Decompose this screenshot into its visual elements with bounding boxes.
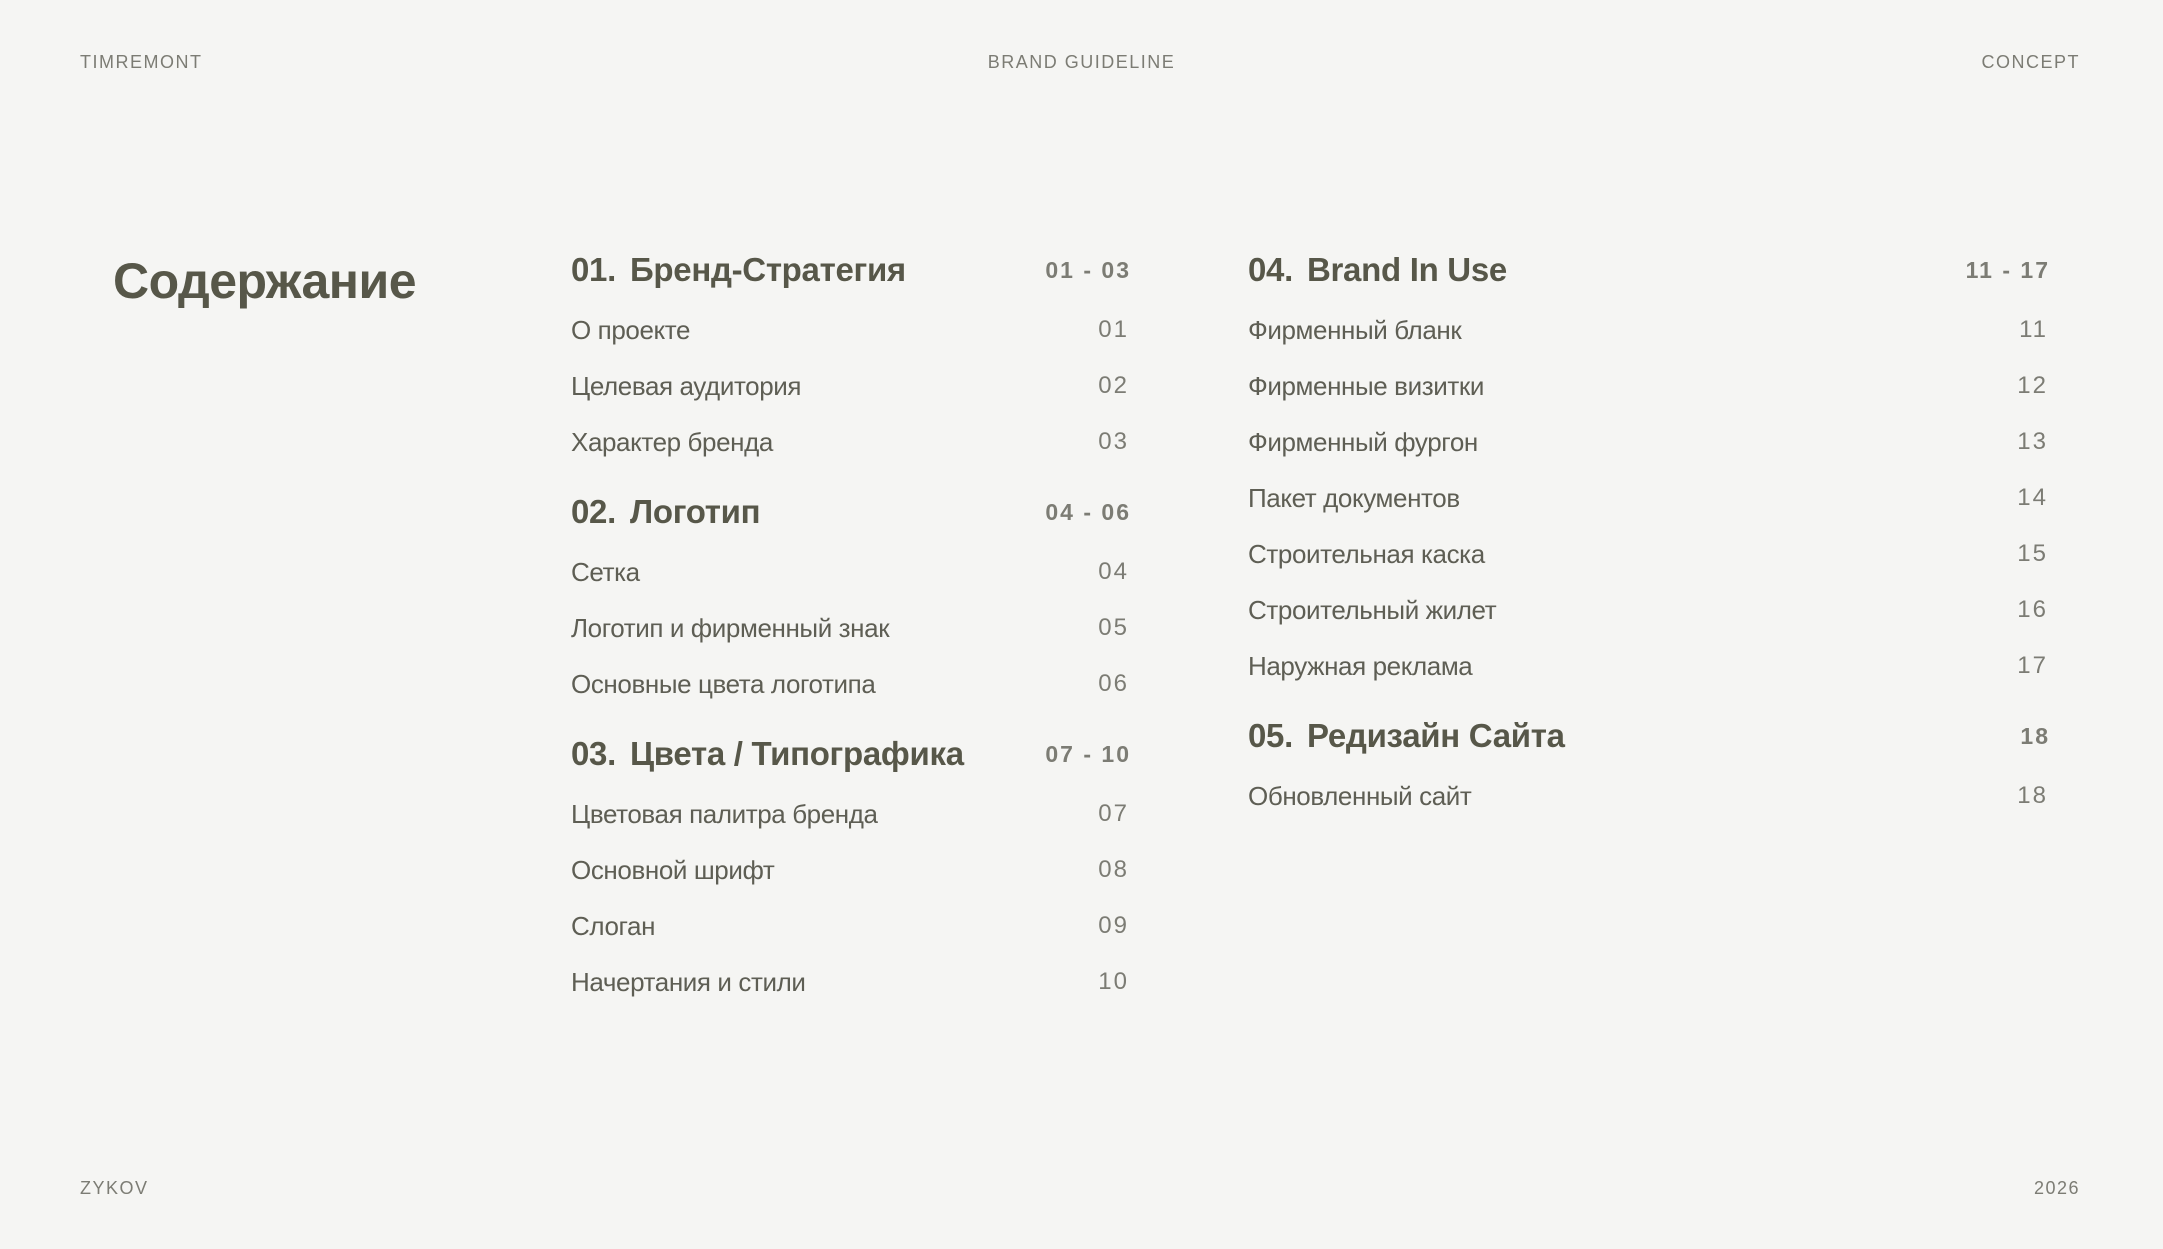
toc-item[interactable] — [1248, 780, 2050, 812]
section-number: 01. — [571, 251, 616, 288]
toc-item[interactable] — [571, 910, 1131, 942]
toc-item[interactable] — [571, 668, 1131, 700]
document-status: CONCEPT — [1981, 52, 2080, 72]
toc-item[interactable] — [1248, 482, 2050, 514]
toc-item-page: 02 — [1098, 372, 1129, 399]
toc-item-label: О проекте — [571, 314, 691, 345]
toc-item-page: 08 — [1098, 856, 1129, 883]
toc-item-label: Обновленный сайт — [1248, 780, 1472, 811]
brand-name: TIMREMONT — [80, 52, 203, 72]
toc-item-page: 09 — [1098, 912, 1129, 939]
toc-item[interactable] — [571, 854, 1131, 886]
toc-item[interactable] — [571, 370, 1131, 402]
toc-item[interactable] — [571, 612, 1131, 644]
toc-item-page: 15 — [2017, 540, 2048, 567]
toc-item-page: 12 — [2017, 372, 2048, 399]
toc-item-page: 18 — [2017, 782, 2048, 809]
toc-section-05[interactable] — [1248, 716, 2050, 756]
toc-item-page: 13 — [2017, 428, 2048, 455]
toc-item-page: 04 — [1098, 558, 1129, 585]
toc-item-label: Наружная реклама — [1248, 650, 1473, 681]
toc-item-label: Начертания и стили — [571, 966, 806, 997]
toc-item-label: Строительная каска — [1248, 538, 1485, 569]
toc-item-page: 14 — [2017, 484, 2048, 511]
section-page-range: 18 — [2020, 722, 2050, 749]
toc-item-page: 05 — [1098, 614, 1129, 641]
toc-section-04[interactable] — [1248, 250, 2050, 290]
toc-item[interactable] — [1248, 650, 2050, 682]
toc-item-label: Цветовая палитра бренда — [571, 798, 878, 829]
section-title: 02. Логотип — [571, 493, 761, 530]
section-page-range: 04 - 06 — [1045, 498, 1131, 525]
toc-item-page: 03 — [1098, 428, 1129, 455]
toc-item-label: Пакет документов — [1248, 482, 1460, 513]
toc-item-page: 06 — [1098, 670, 1129, 697]
toc-item-page: 07 — [1098, 800, 1129, 827]
toc-item[interactable] — [571, 798, 1131, 830]
toc-section-03[interactable] — [571, 734, 1131, 774]
section-number: 05. — [1248, 717, 1293, 754]
section-title: 04. Brand In Use — [1248, 251, 1507, 288]
toc-item[interactable] — [1248, 370, 2050, 402]
toc-item-label: Логотип и фирменный знак — [571, 612, 890, 643]
toc-item-page: 11 — [2019, 316, 2048, 343]
toc-item-label: Характер бренда — [571, 426, 773, 457]
toc-item-label: Фирменный фургон — [1248, 426, 1478, 457]
page-title: Содержание — [113, 253, 417, 309]
toc-item[interactable] — [1248, 314, 2050, 346]
toc-item[interactable] — [571, 966, 1131, 998]
toc-item[interactable] — [571, 426, 1131, 458]
toc-item-label: Фирменный бланк — [1248, 314, 1462, 345]
toc-item-label: Сетка — [571, 556, 640, 587]
toc-item[interactable] — [1248, 426, 2050, 458]
toc-section-01[interactable] — [571, 250, 1131, 290]
section-number: 02. — [571, 493, 616, 530]
toc-item[interactable] — [1248, 594, 2050, 626]
toc-section-02[interactable] — [571, 492, 1131, 532]
section-page-range: 11 - 17 — [1965, 256, 2050, 283]
document-type: BRAND GUIDELINE — [987, 52, 1176, 72]
document-year: 2026 — [2033, 1178, 2080, 1198]
toc-item-page: 10 — [1098, 968, 1129, 995]
section-page-range: 07 - 10 — [1045, 740, 1131, 767]
toc-item[interactable] — [1248, 538, 2050, 570]
toc-item[interactable] — [571, 556, 1131, 588]
section-number: 04. — [1248, 251, 1293, 288]
toc-item-label: Фирменные визитки — [1248, 370, 1484, 401]
section-title: 05. Редизайн Сайта — [1248, 717, 1565, 754]
section-title: 03. Цвета / Типографика — [571, 735, 964, 772]
toc-item-label: Основные цвета логотипа — [571, 668, 876, 699]
toc-item-page: 16 — [2017, 596, 2048, 623]
author-name: ZYKOV — [80, 1178, 149, 1198]
toc-item-page: 01 — [1098, 316, 1129, 343]
toc-item-label: Строительный жилет — [1248, 594, 1497, 625]
toc-item[interactable] — [571, 314, 1131, 346]
toc-item-label: Основной шрифт — [571, 854, 775, 885]
toc-item-page: 17 — [2017, 652, 2048, 679]
section-title: 01. Бренд-Стратегия — [571, 251, 906, 288]
section-number: 03. — [571, 735, 616, 772]
toc-item-label: Целевая аудитория — [571, 370, 802, 401]
section-page-range: 01 - 03 — [1045, 256, 1131, 283]
toc-item-label: Слоган — [571, 910, 656, 941]
